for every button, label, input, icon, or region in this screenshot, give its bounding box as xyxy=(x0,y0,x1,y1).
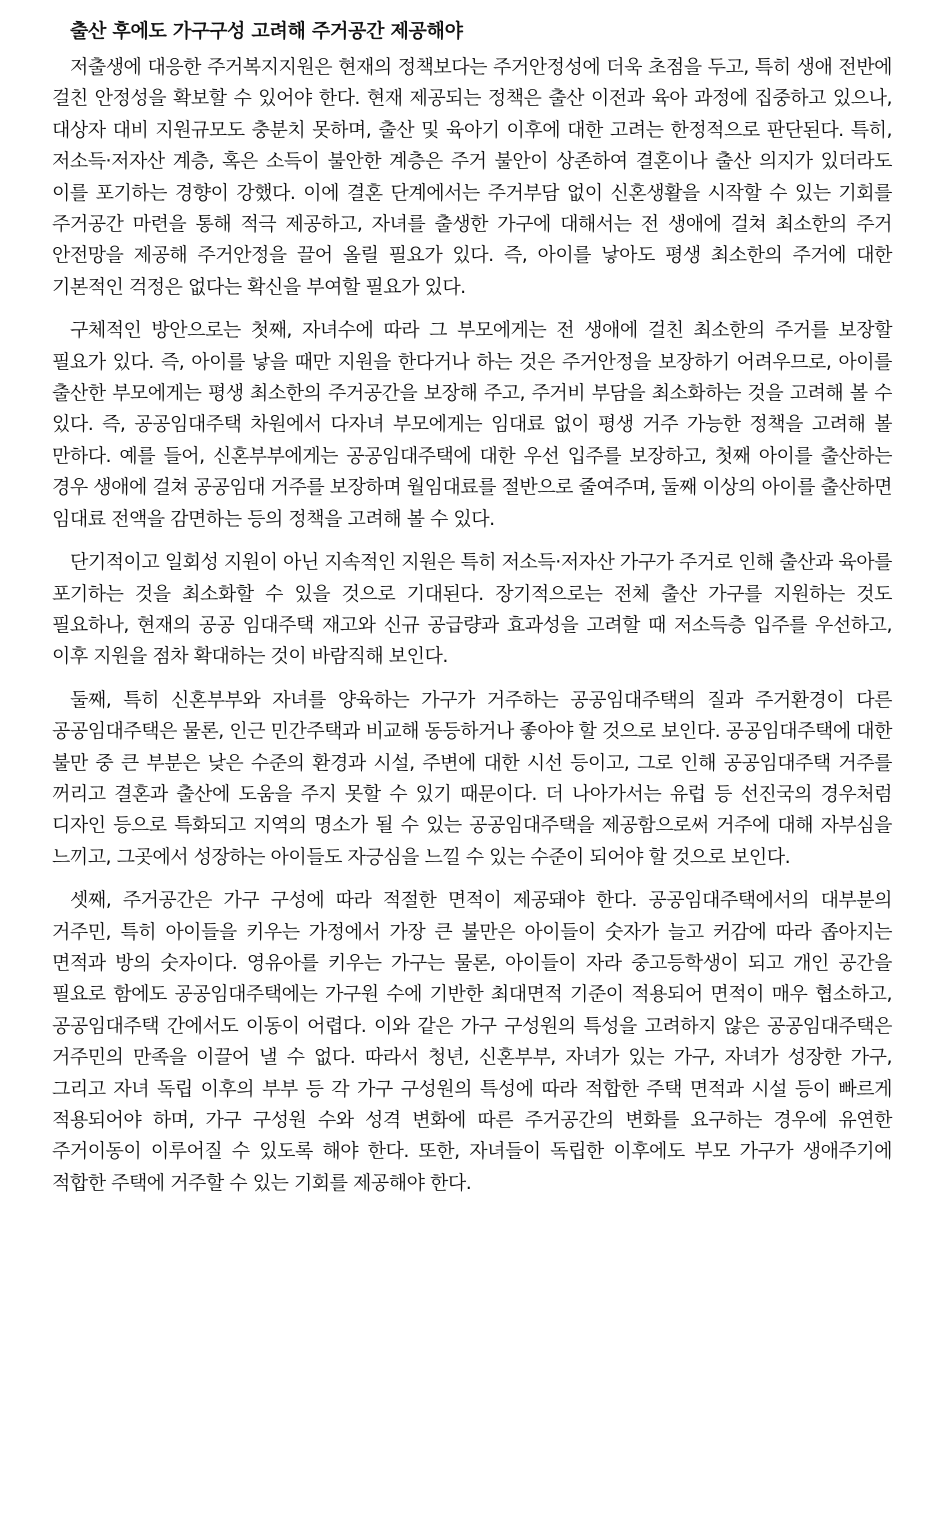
paragraph-4: 둘째, 특히 신혼부부와 자녀를 양육하는 가구가 거주하는 공공임대주택의 질과 주거환경이 다른 공공임대주택은 물론, 인근 민간주택과 비교해 동등하거나 좋아야 할 것으로 보인다. 공공임대주택에 대한 불만 중 큰 부분은 낮은 수준의 환경과 시설, 주변에 대한 시선 등이고, 그로 인해 공공임대주택 거주를 꺼리고 결혼과 출산에 도움을 주지 못할 수 있기 때문이다. 더 나아가서는 유럽 등 선진국의 경우처럼 디자인 등으로 특화되고 지역의 명소가 될 수 있는 공공임대주택을 제공함으로써 거주에 대해 자부심을 느끼고, 그곳에서 성장하는 아이들도 자긍심을 느낄 수 있는 수준이 되어야 할 것으로 보인다. xyxy=(52,688,892,868)
document-page xyxy=(52,14,892,1211)
paragraph-1: 저출생에 대응한 주거복지지원은 현재의 정책보다는 주거안정성에 더욱 초점을 두고, 특히 생애 전반에 걸친 안정성을 확보할 수 있어야 한다. 현재 제공되는 정책은 출산 이전과 육아 과정에 집중하고 있으나, 대상자 대비 지원규모도 충분치 못하며, 출산 및 육아기 이후에 대한 고려는 한정적으로 판단된다. 특히, 저소득·저자산 계층, 혹은 소득이 불안한 계층은 주거 불안이 상존하여 결혼이나 출산 의지가 있더라도 이를 포기하는 경향이 강했다. 이에 결혼 단계에서는 주거부담 없이 신혼생활을 시작할 수 있는 기회를 주거공간 마련을 통해 적극 제공하고, 자녀를 출생한 가구에 대해서는 전 생애에 걸쳐 최소한의 주거 안전망을 제공해 주거안정을 끌어 올릴 필요가 있다. 즉, 아이를 낳아도 평생 최소한의 주거에 대한 기본적인 걱정은 없다는 확신을 부여할 필요가 있다. xyxy=(52,56,892,298)
paragraph-2: 구체적인 방안으로는 첫째, 자녀수에 따라 그 부모에게는 전 생애에 걸친 최소한의 주거를 보장할 필요가 있다. 즉, 아이를 낳을 때만 지원을 한다거나 하는 것은 주거안정을 보장하기 어려우므로, 아이를 출산한 부모에게는 평생 최소한의 주거공간을 보장해 주고, 주거비 부담을 최소화하는 것을 고려해 볼 수 있다. 즉, 공공임대주택 차원에서 다자녀 부모에게는 임대료 없이 평생 거주 가능한 정책을 고려해 볼 만하다. 예를 들어, 신혼부부에게는 공공임대주택에 대한 우선 입주를 보장하고, 첫째 아이를 출산하는 경우 생애에 걸쳐 공공임대 거주를 보장하며 월임대료를 절반으로 줄여주며, 둘째 이상의 아이를 출산하면 임대료 전액을 감면하는 등의 정책을 고려해 볼 수 있다. xyxy=(52,319,892,530)
section-heading: 출산 후에도 가구구성 고려해 주거공간 제공해야 xyxy=(70,20,463,42)
paragraph-3: 단기적이고 일회성 지원이 아닌 지속적인 지원은 특히 저소득·저자산 가구가 주거로 인해 출산과 육아를 포기하는 것을 최소화할 수 있을 것으로 기대된다. 장기적으로는 전체 출산 가구를 지원하는 것도 필요하나, 현재의 공공 임대주택 재고와 신규 공급량과 효과성을 고려할 때 저소득층 입주를 우선하고, 이후 지원을 점차 확대하는 것이 바람직해 보인다. xyxy=(52,551,892,668)
paragraph-5: 셋째, 주거공간은 가구 구성에 따라 적절한 면적이 제공돼야 한다. 공공임대주택에서의 대부분의 거주민, 특히 아이들을 키우는 가정에서 가장 큰 불만은 아이들이 숫자가 늘고 커감에 따라 좁아지는 면적과 방의 숫자이다. 영유아를 키우는 가구는 물론, 아이들이 자라 중고등학생이 되고 개인 공간을 필요로 함에도 공공임대주택에는 가구원 수에 기반한 최대면적 기준이 적용되어 면적이 매우 협소하고, 공공임대주택 간에서도 이동이 어렵다. 이와 같은 가구 구성원의 특성을 고려하지 않은 공공임대주택은 거주민의 만족을 이끌어 낼 수 없다. 따라서 청년, 신혼부부, 자녀가 있는 가구, 자녀가 성장한 가구, 그리고 자녀 독립 이후의 부부 등 각 가구 구성원의 특성에 따라 적합한 주택 면적과 시설 등이 빠르게 적용되어야 하며, 가구 구성원 수와 성격 변화에 따른 주거공간의 변화를 요구하는 경우에 유연한 주거이동이 이루어질 수 있도록 해야 한다. 또한, 자녀들이 독립한 이후에도 부모 가구가 생애주기에 적합한 주택에 거주할 수 있는 기회를 제공해야 한다. xyxy=(52,889,892,1194)
